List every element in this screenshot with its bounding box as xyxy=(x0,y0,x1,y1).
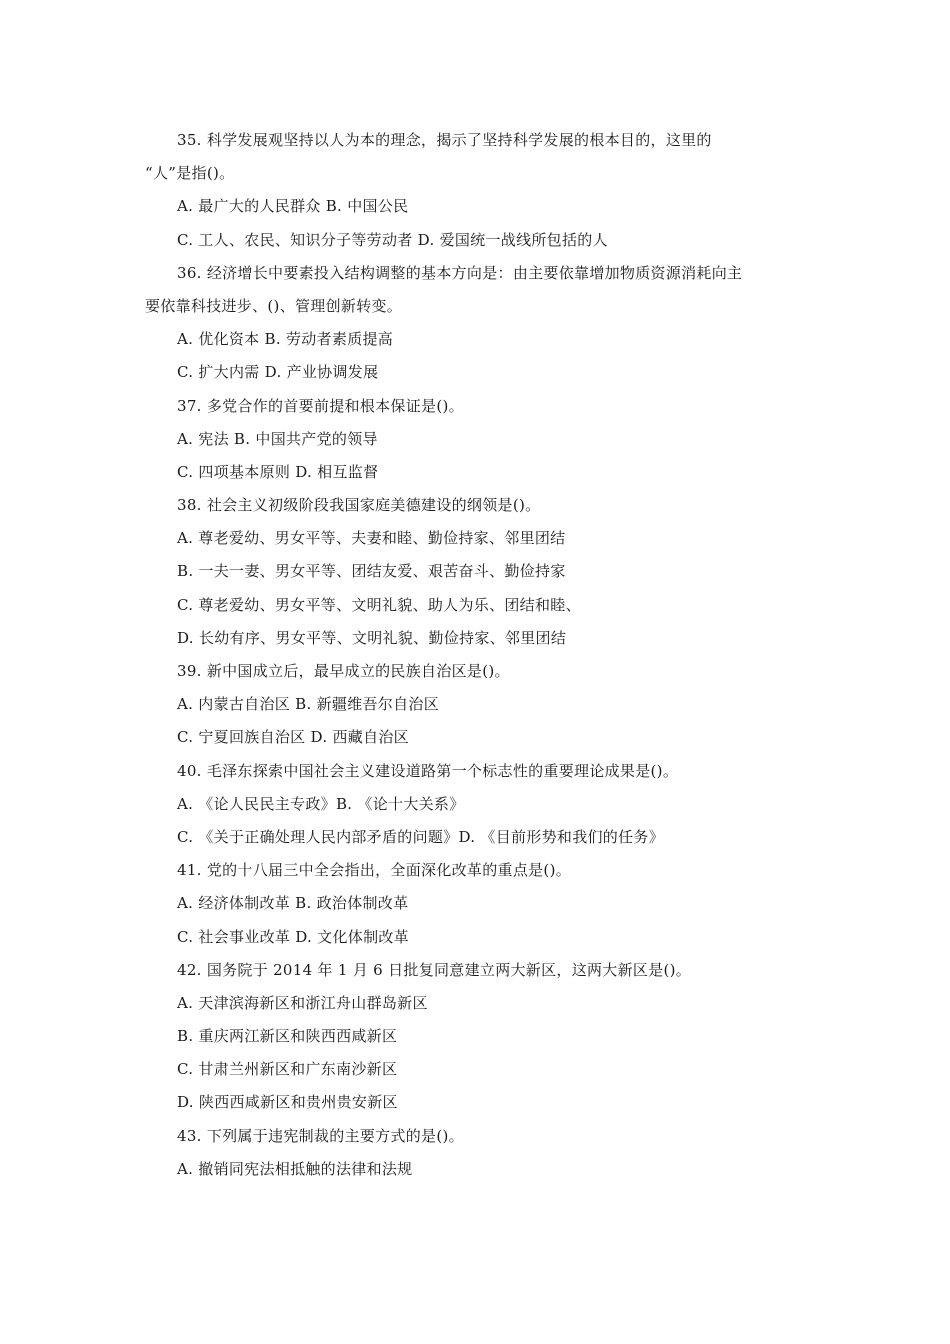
question-36-option-line: A. 优化资本 B. 劳动者素质提高 xyxy=(177,330,394,349)
question-38-option-d: D. 长幼有序、男女平等、文明礼貌、勤俭持家、邻里团结 xyxy=(177,628,567,647)
question-39-option-line: A. 内蒙古自治区 B. 新疆维吾尔自治区 xyxy=(177,695,439,714)
question-40-stem: 40. 毛泽东探索中国社会主义建设道路第一个标志性的重要理论成果是()。 xyxy=(177,761,679,780)
question-list xyxy=(145,124,805,1186)
question-40-option-line: A. 《论人民民主专政》B. 《论十大关系》 xyxy=(177,794,465,813)
question-35-option-line: A. 最广大的人民群众 B. 中国公民 xyxy=(177,197,409,216)
question-41-option-line: C. 社会事业改革 D. 文化体制改革 xyxy=(177,927,409,946)
question-37-option-line: A. 宪法 B. 中国共产党的领导 xyxy=(177,429,378,448)
question-37-option-line: C. 四项基本原则 D. 相互监督 xyxy=(177,462,379,481)
question-39-stem: 39. 新中国成立后，最早成立的民族自治区是()。 xyxy=(177,662,510,680)
question-42-option-d: D. 陕西西咸新区和贵州贵安新区 xyxy=(177,1093,398,1112)
question-36-stem-line-1: 36. 经济增长中要素投入结构调整的基本方向是：由主要依靠增加物质资源消耗向主 xyxy=(177,263,743,282)
question-39-option-line: C. 宁夏回族自治区 D. 西藏自治区 xyxy=(177,728,409,747)
question-38-option-c: C. 尊老爱幼、男女平等、文明礼貌、助人为乐、团结和睦、 xyxy=(177,595,581,614)
question-36-stem-line-2: 要依靠科技进步、()、管理创新转变。 xyxy=(145,296,403,315)
question-41-stem: 41. 党的十八届三中全会指出，全面深化改革的重点是()。 xyxy=(177,861,572,880)
question-42-option-c: C. 甘肃兰州新区和广东南沙新区 xyxy=(177,1060,398,1079)
question-38-option-a: A. 尊老爱幼、男女平等、夫妻和睦、勤俭持家、邻里团结 xyxy=(177,529,566,548)
question-35-option-line: C. 工人、农民、知识分子等劳动者 D. 爱国统一战线所包括的人 xyxy=(177,230,608,249)
question-36-option-line: C. 扩大内需 D. 产业协调发展 xyxy=(177,363,379,382)
question-41-option-line: A. 经济体制改革 B. 政治体制改革 xyxy=(177,894,409,913)
question-40-option-line: C. 《关于正确处理人民内部矛盾的问题》D. 《目前形势和我们的任务》 xyxy=(177,827,665,846)
question-42-option-a: A. 天津滨海新区和浙江舟山群岛新区 xyxy=(177,993,428,1012)
question-43-option-a: A. 撤销同宪法相抵触的法律和法规 xyxy=(177,1159,413,1178)
question-43-stem: 43. 下列属于违宪制裁的主要方式的是()。 xyxy=(177,1126,464,1145)
question-37-stem: 37. 多党合作的首要前提和根本保证是()。 xyxy=(177,396,464,415)
question-35-stem-line-1: 35. 科学发展观坚持以人为本的理念，揭示了坚持科学发展的根本目的，这里的 xyxy=(177,131,712,149)
question-42-option-b: B. 重庆两江新区和陕西西咸新区 xyxy=(177,1027,398,1046)
question-42-stem: 42. 国务院于 2014 年 1 月 6 日批复同意建立两大新区，这两大新区是()。 xyxy=(177,960,692,979)
question-35-stem-line-2: “人”是指()。 xyxy=(145,164,235,183)
question-38-option-b: B. 一夫一妻、男女平等、团结友爱、艰苦奋斗、勤俭持家 xyxy=(177,562,566,581)
question-38-stem: 38. 社会主义初级阶段我国家庭美德建设的纲领是()。 xyxy=(177,496,541,515)
